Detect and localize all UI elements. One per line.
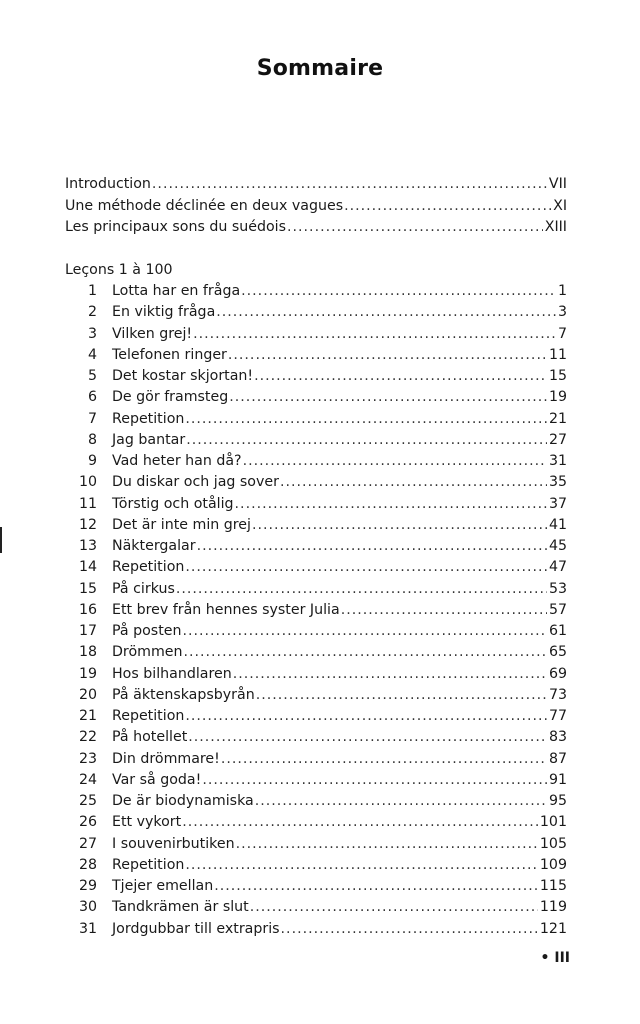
lesson-page: 87 (548, 750, 567, 767)
lesson-number: 12 (78, 516, 97, 533)
lesson-entry[interactable] (65, 600, 567, 621)
lesson-title: Det är inte min grej (112, 516, 251, 533)
lesson-page: 57 (548, 601, 567, 618)
lesson-number: 10 (78, 474, 97, 491)
lesson-title: Repetition (112, 856, 185, 873)
entry-title: Une méthode déclinée en deux vagues (65, 197, 344, 214)
lesson-entry[interactable] (65, 876, 567, 897)
lesson-title: Repetition (112, 559, 185, 576)
lesson-entry[interactable] (65, 897, 567, 918)
lesson-entry[interactable] (65, 770, 567, 791)
dot-leader (255, 791, 547, 812)
lesson-title: Tjejer emellan (112, 878, 214, 894)
lesson-entry[interactable] (65, 430, 567, 451)
dot-leader (280, 472, 547, 493)
dot-leader (281, 919, 538, 940)
lesson-title: Hos bilhandlaren (112, 665, 232, 682)
lesson-number: 1 (87, 283, 97, 299)
dot-leader (229, 387, 547, 408)
page-title: Sommaire (256, 56, 384, 81)
lesson-page: 45 (548, 538, 567, 554)
entry-page: XIII (544, 219, 567, 235)
lesson-page: 31 (548, 453, 567, 469)
lesson-entry[interactable] (65, 345, 567, 366)
lesson-page: 77 (548, 708, 567, 724)
dot-leader (193, 324, 556, 345)
lesson-title: Du diskar och jag sover (112, 474, 279, 491)
lesson-page: 109 (539, 856, 567, 873)
dot-leader (221, 749, 547, 770)
lesson-entry[interactable] (65, 302, 567, 323)
lesson-number: 11 (78, 495, 97, 512)
entry-page: XI (553, 197, 567, 214)
entry-title: Les principaux sons du suédois (65, 219, 287, 235)
lesson-number: 31 (78, 920, 97, 937)
lesson-title: Vad heter han då? (112, 453, 242, 469)
lesson-title: Ett brev från hennes syster Julia (112, 601, 340, 618)
lessons-heading: Leçons 1 à 100 (65, 262, 173, 278)
page-number: • III (540, 950, 570, 966)
lesson-entry[interactable] (65, 664, 567, 685)
lesson-title: Var så goda! (112, 771, 202, 788)
lesson-page: 53 (548, 580, 567, 597)
lesson-number: 28 (78, 856, 97, 873)
dot-leader (185, 557, 547, 578)
dot-leader (202, 770, 547, 791)
dot-leader (236, 834, 538, 855)
lesson-number: 21 (78, 708, 97, 724)
dot-leader (176, 579, 547, 600)
dot-leader (254, 366, 547, 387)
lesson-title: På hotellet (112, 729, 188, 746)
lesson-entry[interactable] (65, 791, 567, 812)
lesson-entry[interactable] (65, 494, 567, 515)
lesson-page: 47 (548, 559, 567, 576)
lesson-number: 17 (78, 623, 97, 639)
lesson-number: 25 (78, 793, 97, 809)
lesson-number: 6 (87, 389, 97, 406)
lesson-number: 5 (87, 368, 97, 384)
front-matter-entry[interactable] (65, 217, 567, 238)
lesson-number: 15 (78, 580, 97, 597)
lesson-entry[interactable] (65, 281, 567, 302)
entry-page: VII (548, 176, 567, 192)
dot-leader (344, 196, 551, 217)
lesson-entry[interactable] (65, 515, 567, 536)
lesson-number: 7 (87, 410, 97, 427)
lesson-page: 1 (557, 283, 567, 299)
lesson-page: 65 (548, 644, 567, 661)
lesson-title: Din drömmare! (112, 750, 220, 767)
lesson-page: 7 (557, 325, 567, 342)
lesson-number: 2 (87, 304, 97, 321)
front-matter-entry[interactable] (65, 196, 567, 217)
dot-leader (233, 664, 547, 685)
lesson-entry[interactable] (65, 642, 567, 663)
lesson-number: 26 (78, 814, 97, 831)
lesson-number: 24 (78, 771, 97, 788)
lesson-entry[interactable] (65, 855, 567, 876)
lesson-title: Lotta har en fråga (112, 283, 241, 299)
lesson-page: 37 (548, 495, 567, 512)
lesson-entry[interactable] (65, 451, 567, 472)
lesson-title: Repetition (112, 410, 185, 427)
lesson-title: De gör framsteg (112, 389, 229, 406)
lesson-page: 41 (548, 516, 567, 533)
dot-leader (185, 855, 538, 876)
page-edge-mark (0, 527, 2, 553)
lesson-number: 20 (78, 686, 97, 703)
lesson-entry[interactable] (65, 834, 567, 855)
lesson-title: Törstig och otålig (112, 495, 234, 512)
lesson-entry[interactable] (65, 366, 567, 387)
dot-leader (182, 812, 538, 833)
lesson-entry[interactable] (65, 536, 567, 557)
front-matter-entry[interactable] (65, 174, 567, 195)
lesson-page: 121 (539, 920, 567, 937)
lesson-page: 95 (548, 793, 567, 809)
lesson-page: 11 (548, 346, 567, 363)
lesson-number: 14 (78, 559, 97, 576)
lesson-page: 69 (548, 665, 567, 682)
lesson-page: 83 (548, 729, 567, 746)
lesson-entry[interactable] (65, 579, 567, 600)
lesson-number: 19 (78, 665, 97, 682)
dot-leader (252, 515, 547, 536)
dot-leader (197, 536, 547, 557)
lesson-number: 9 (87, 453, 97, 469)
dot-leader (250, 897, 538, 918)
dot-leader (243, 451, 547, 472)
lesson-page: 115 (539, 878, 567, 894)
lesson-title: På äktenskapsbyrån (112, 686, 255, 703)
entry-title: Introduction (65, 176, 151, 192)
lesson-title: På posten (112, 623, 182, 639)
dot-leader (182, 621, 546, 642)
lesson-entry[interactable] (65, 749, 567, 770)
lesson-title: På cirkus (112, 580, 175, 597)
lesson-title: Telefonen ringer (112, 346, 227, 363)
dot-leader (228, 345, 547, 366)
lesson-page: 15 (548, 368, 567, 384)
dot-leader (152, 174, 547, 195)
lesson-page: 3 (557, 304, 567, 321)
lesson-title: Drömmen (112, 644, 183, 661)
lesson-page: 91 (548, 771, 567, 788)
dot-leader (341, 600, 547, 621)
dot-leader (241, 281, 556, 302)
lesson-entry[interactable] (65, 812, 567, 833)
lesson-number: 13 (78, 538, 97, 554)
dot-leader (214, 876, 538, 897)
dot-leader (235, 494, 547, 515)
dot-leader (188, 727, 547, 748)
lesson-number: 3 (87, 325, 97, 342)
lesson-entry[interactable] (65, 685, 567, 706)
lesson-page: 35 (548, 474, 567, 491)
lesson-page: 27 (548, 431, 567, 448)
lesson-title: Vilken grej! (112, 325, 193, 342)
lesson-entry[interactable] (65, 621, 567, 642)
lesson-page: 119 (539, 899, 567, 916)
lesson-entry[interactable] (65, 472, 567, 493)
lesson-title: En viktig fråga (112, 304, 216, 321)
lesson-title: Tandkrämen är slut (112, 899, 249, 916)
lesson-number: 8 (87, 431, 97, 448)
lesson-number: 18 (78, 644, 97, 661)
lesson-entry[interactable] (65, 727, 567, 748)
lesson-number: 30 (78, 899, 97, 916)
dot-leader (256, 685, 547, 706)
lesson-title: Det kostar skjortan! (112, 368, 254, 384)
lesson-number: 22 (78, 729, 97, 746)
dot-leader (186, 430, 547, 451)
dot-leader (185, 409, 547, 430)
lesson-number: 27 (78, 835, 97, 852)
lesson-entry[interactable] (65, 919, 567, 940)
lesson-title: Näktergalar (112, 538, 196, 554)
lesson-entry[interactable] (65, 557, 567, 578)
lesson-entry[interactable] (65, 324, 567, 345)
lesson-page: 101 (539, 814, 567, 831)
lesson-title: Jag bantar (112, 431, 186, 448)
lesson-page: 73 (548, 686, 567, 703)
lesson-entry[interactable] (65, 387, 567, 408)
lesson-number: 16 (78, 601, 97, 618)
lesson-number: 23 (78, 750, 97, 767)
lesson-title: I souvenirbutiken (112, 835, 235, 852)
lesson-title: Repetition (112, 708, 185, 724)
lesson-number: 4 (87, 346, 97, 363)
dot-leader (185, 706, 547, 727)
dot-leader (216, 302, 556, 323)
lesson-title: De är biodynamiska (112, 793, 254, 809)
dot-leader (184, 642, 547, 663)
lesson-number: 29 (78, 878, 97, 894)
lesson-page: 105 (539, 835, 567, 852)
lesson-page: 61 (548, 623, 567, 639)
lesson-title: Ett vykort (112, 814, 182, 831)
lesson-page: 21 (548, 410, 567, 427)
lesson-entry[interactable] (65, 706, 567, 727)
lesson-entry[interactable] (65, 409, 567, 430)
dot-leader (287, 217, 543, 238)
lesson-title: Jordgubbar till extrapris (112, 920, 280, 937)
lesson-page: 19 (548, 389, 567, 406)
